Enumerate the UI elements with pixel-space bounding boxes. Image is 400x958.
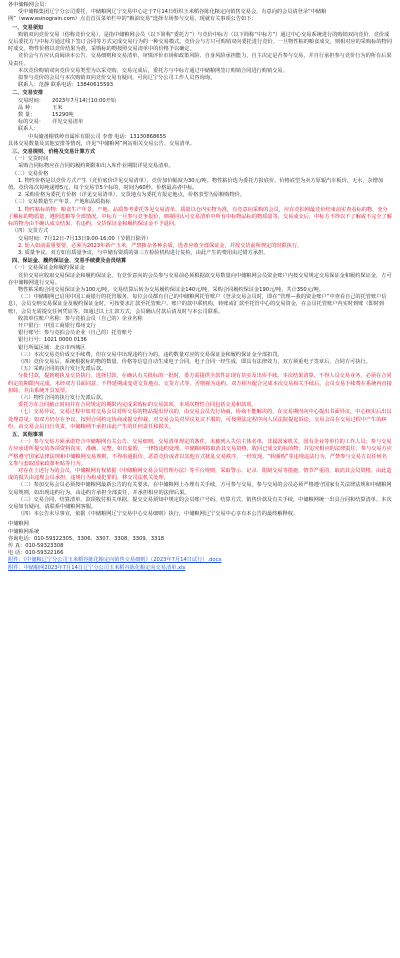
attachment-list-link[interactable]: 附件：中储粮网2023年7月14日辽宁分公司玉米稻谷陈化粮定向交易清单.xls [8, 564, 186, 571]
delivery-method-1: 交易时间：7月12日-7月13日9:00-16:00（节假日除外） [18, 235, 152, 242]
time-label: 交易时间： [18, 97, 44, 104]
section-heading-4: 四、保证金、履约保证金、交易手续费及会员结算 [12, 258, 127, 265]
dispute-text: （七）交易异议。交易过程中如对交易会员对所交易的物品提出异议的，由交易会员先行协商，协商不能解决的，在交易期内向中心提出书面异议，中心核实后出具处理意见；如双方仍存在争议，按照合同约定协商或提交仲裁。对交易会员对异议复议不服的，可按照法定程序向人民法院提起诉讼。交易会员在交易过程中产生的纠纷，由交易会员自行负责，中储粮网不承担由此产生的任何责任和损失。 [8, 409, 392, 430]
price-text-2: 2. 采购价格为委托方价格（详见交易清单），交货地点为委托方报定地点，价格表型为原粮购物价。 [18, 192, 246, 199]
purchase-execution-text: 分批付款，提到则执及交货执行。选择付款，在确认有关批标的一批时，委方需提供全款性证现有货实及出库手续。本次结果清算，不得人员交易业务，必须在合同约定的期限内完成，未经双方书面同意，不得延期或变更交货地点、交货方式等，否则视为违约。双方相互配合完成本次交易相关手续后，会员交易手续费在系统内直接扣除，并由系统开具发票。 [8, 373, 392, 394]
bank-account-number: 银行账号：参与竞拍会员企业（自己的）托管账号 [18, 330, 133, 337]
greeting: 各中储粮网会员： [8, 2, 50, 8]
bank-name: 开户银行：中国工商银行郑州支行 [18, 322, 96, 329]
other-text-2: （二）参加交易会员必须按中储粮网最新公告的有关要求，在中储粮网上办理有关手续，方可参与交易。参与交易的会员必须严格遵守国家有关法律法规和中储粮网交易规则，如出现违约行为，由违约方承担全部责任，并承担相应的法律后果。 [8, 482, 392, 496]
purchase-execution-heading: （五）采购合同的执行发行先派后款。 [18, 366, 107, 373]
deposit-heading: （一）交易保证金和履约保证金 [12, 265, 85, 272]
time-value: 2023年7月14日10:00开始 [52, 97, 116, 104]
attachment-rules-link[interactable]: 附件：《中储粮辽宁分公司玉米稻谷陈化粮定向销售交易细则》（2023年7月14日试行）.docx [8, 557, 222, 564]
signature-system: 中储粮网系统 [8, 528, 40, 535]
section-heading-1: 一、交易须知 [12, 24, 44, 31]
fee-text: （三）本次交易竞价成交手续费，但在交易中出现违约行为的，违约数量对应的交易保证金和履约保证金全部扣罚。 [18, 351, 283, 358]
other-text-3: （三）交易合同、结算清单、款项收付相关单据，提交交易须知中规定的会员账户号码、结算方式、销售价款及有关手续，中储粮网统一出具合同和结算清单。本次交易如有疑问，请联系中储粮网客服。 [8, 496, 392, 511]
goods-execution-heading: （六）物性合同的执行发行先派后款。 [18, 394, 107, 401]
delivery-method-heading: （四）交货方式 [12, 228, 49, 235]
rules-paragraph-2: 竞价会与方应认真阅读本公告、交易细则和交易清单，审慎评价市场和政策风险、自身风险承担能力，自主决定是否参与交易，并自行承担参与竞价行为的所有后果及责任。 [8, 53, 392, 67]
section-heading-3: 三、交易规则、价格及交易计算方式 [12, 149, 96, 156]
rules-paragraph-4: 拟参与竞价的会员与本次购销双向竞价交易有疑问，可向辽宁分公司工作人员咨询询。 [18, 75, 216, 82]
deposit-text-2: 物性粘采购合同交易保证金为100元/吨，交易结算后转为交易履约保证金140元/吨，采购合同履约保证金190元/吨，共计350元/吨。 [18, 286, 324, 293]
delivery-method-2: 2. 轮入如前需重要要，必须为2023年新产玉米，严禁掺杂各种杂质，选者应收全部保证金，并按交货前所规定的时限执行。 [18, 242, 303, 249]
buyer-label: 联系人： [18, 126, 39, 133]
rules-paragraph-3: 本次竞价购销双向竞价交易类型为以采竞购、交易完成后，委托方与中标方通过中储粮网签订购销合同进行购销交易。 [18, 67, 288, 74]
fax-line: 传 真：010-59323308 [8, 543, 64, 550]
phone-line: 咨询电话：010-59322305、3306、3307、3308、3309、3318 [8, 535, 165, 542]
tel-line: 电 话：010-59322166 [8, 550, 64, 557]
deposit-text-1: 竞价交易应收取交易保证金和履约保证金。有竞价意向的会员参与交易前必须根据欲交易数量向中储粮网会员资金账户内按交易规定交易保证金和履约保证金，方可在中储粮网进行交易。 [8, 272, 392, 286]
quality-warning: 1. 物性粘标的物：粮食生产年景、产地、品质参考委托等见交易清单。质量以仓内实物为准，有竞意向采购的会员，应在竞拍网最竞价结束前实查看标的物，充分了解标的物质量，遵照选粮等全部情况。中标方一旦参与竞争报价，则视同认可交易清单中所有中标物品标的物质量等，交易成交后，中标方不得以不了解或不完全了解标的物为由不确认成交结果。若违约，交货保证金和履约保证金不予退回。 [8, 206, 392, 228]
rules-paragraph-1: 购销双向竞价交易（俗称竞价交易），是指中储粮网会员（以下简称“委托方”）与竞价中标方（以下简称“中标方”）通过中心交易系统进行的购销双向竞价、竞价成交后委托方与中标方通过线下签订合同等方式完成交易行为的一种交易模式。竞价会与方只可购销双向委托进行竞价。一旦物性粘的粮食成交，则相对应的采购标的物同时成交。物性价格以竞价结果为准，采购标的物按照交易清单中的价格予以确定。 [8, 31, 392, 53]
price-text-1: 1. 物性价格是以竞价方式产生（竞价底价详见交易清单），竞价加价幅度为30元/吨。物性粘价选为委托方报底价，价格底型为卖方原辊汽车板价、无水、杂增加值。竞价每次每吨递增5元，每个交易节5个标的，时间为60秒。价格最高者中标。 [8, 177, 384, 192]
section-heading-5: 五、其他事项 [12, 431, 44, 438]
contact-line: 联系人：范静 联系电话：13840615593 [18, 82, 114, 89]
delivery-method-3: 3. 质量争议。双方如有质量争议，与中储有资质的第三方检验机构进行复检，由此产生的费用由过错方承担。 [18, 249, 269, 256]
target-label: 标的交易： [18, 119, 44, 126]
delivery-time-heading: （一）交货时间 [12, 156, 49, 163]
detail-line: 具体交易数量及其他安排等情况，详见“中储粮网”网站相关交易公告、交易清单。 [8, 140, 195, 147]
bank-account-name: 收款单位账户名称：参与竞拍会员（自己的）企业名称 [18, 315, 143, 322]
trade-info [8, 98, 392, 141]
quality-heading: （三）交易数量生产年景、产地和品质指标 [12, 199, 111, 206]
price-heading: （二）交易价格 [12, 170, 49, 177]
quantity-value: 15290吨 [52, 112, 74, 119]
bank-code: 银行行号：1021 0000 0136 [18, 337, 87, 344]
other-text-4: （四）本公告未尽事宜，依据《中储粮网辽宁交易中心交易细则》执行，中储粮网辽宁交易中心享有本公告的最终解释权。 [18, 511, 299, 518]
buyer-value: 中央储备粮铁岭直属库有限公司 李蕾 电话：13130868655 [28, 133, 167, 140]
bank-info [8, 316, 392, 352]
other-text-1: （一）参与交易方须承诺符合中储粮网有关公告、交易细则、交易清单规定的条件，未被列入失信主体名单，非属国家机关、国有企业等单位的工作人员；参与交易方应承诺所提交的各项资料真实、准确、完整，如有虚假，一律按违约处理，中储粮网将取消其交易资格，收回已成交的标的物，并追究相应的法律责任；参与交易方应严格遵守国家法律法规和中储粮网交易规则，不得串通报价、恶意竞价或者以其他方式扰乱交易秩序，一经发现，“转圈购”等违规违法行为，严禁参与交易方以任何名义参与套取国家政策补贴等行为。 [8, 439, 392, 467]
delivery-time-text: 采购合同标物应在合同的履约期限和出入库作业期限详见交易清单。 [18, 163, 174, 170]
target-value: 详见交易清单 [52, 119, 84, 126]
other-text-1b: 对存在上述行为的会员，中储粮网有权依据《中储粮网交易会员管理办法》等平台规则，采取警示、记录、限制交易等措施，情节严重的，取消其会员资格。由此造成的损失由违规会员承担，违规行为构成犯罪的，移交司法机关处理。 [8, 468, 392, 482]
quantity-label: 数 量： [18, 112, 36, 119]
signature-org: 中储粮网 [8, 521, 29, 528]
goods-execution-text: 委托方在合同截止时间并在合同规定的期限内完成采购标的交易款项。本项次物性合同包括交易和款项。 [18, 402, 257, 409]
section-heading-2: 二、交易安排 [12, 90, 44, 97]
intro-paragraph: 受中储粮集团辽宁分公司委托，中储粮网辽宁交易中心定于7月14日组织玉米稻谷陈化粮定向销售交易会，有意向的会员请登录“中储粮网”（www.esinograin.com）点击首页菜单栏中的“粮油交易”选择专场参与交易，现就有关事项公告如下： [8, 9, 327, 23]
bank-region: 银行所属区域：北京市西城区 [18, 344, 86, 351]
product-label: 品 种： [18, 104, 36, 111]
product-value: 玉米 [52, 104, 63, 111]
escrow-text: （二）中储粮网已启用中国工商银行的托管服务，每位会员都有自己的中储粮网托管账户（登录交易会员时，即在“管理—我的资金账户”中查看自己的托管账户信息），会员交纳交易保证金及履约保证金时，可按要求汇款至托管账户。账户的款中联机构，转账或汇款至托管中心的交易资金，在会员托管账户内实时到账（即时到账），会员无需提交任何凭证等。如通过以上汇款方式，会员确认付款后请及时与本公司联系。 [8, 294, 387, 315]
contract-text: （四）竞价交易后，系统根据标的物的数量、价格等信息自动生成电子合同。电子合同一经生成，即具有法律效力，双方须重电子签章后，合同方可执行。 [18, 358, 371, 365]
